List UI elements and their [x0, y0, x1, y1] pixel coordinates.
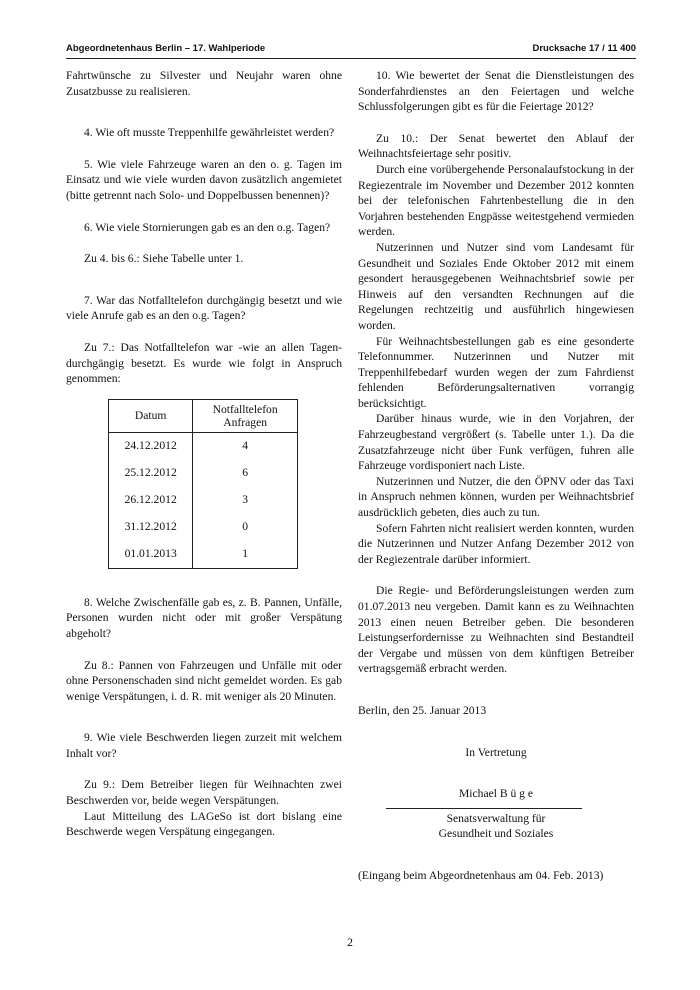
- table-cell-count: 0: [242, 520, 249, 534]
- authority-line-2: Gesundheit und Soziales: [438, 827, 554, 841]
- table-cell-date: 26.12.2012: [109, 487, 193, 514]
- signer-name: Michael B ü g e: [458, 787, 534, 801]
- answer-8: Zu 8.: Pannen von Fahrzeugen und Unfälle mit oder ohne Personenschaden sind nicht gemeldet worden. Es gab wenige Verspätungen, i. d. R. mit weniger als 20 Minuten.: [66, 658, 342, 703]
- table-cell-date: 01.01.2013: [109, 541, 193, 569]
- table-cell-date: 24.12.2012: [109, 432, 193, 460]
- continued-paragraph: Fahrtwünsche zu Silvester und Neujahr waren ohne Zusatzbusse zu realisieren.: [66, 69, 342, 98]
- question-4: 4. Wie oft musste Treppenhilfe gewährleistet werden?: [84, 126, 335, 140]
- table-header-date: Datum: [109, 399, 193, 432]
- answer-9-part2: Laut Mitteilung des LAGeSo ist dort bislang eine Beschwerde wegen Verspätung eingegangen.: [66, 809, 342, 839]
- answer-10-notification: Sofern Fahrten nicht realisiert werden konnten, wurden die Nutzerinnen und Nutzer Anfang Dezember 2012 von der Regiezentrale darüber informiert.: [358, 521, 634, 566]
- table-header-requests-line2: Anfragen: [223, 415, 268, 429]
- answer-7: Zu 7.: Das Notfalltelefon war -wie an allen Tagen- durchgängig besetzt. Es wurde wie folgt in Anspruch genommen:: [66, 340, 342, 386]
- emergency-phone-table: [108, 399, 298, 569]
- in-vertretung: In Vertretung: [465, 745, 527, 759]
- table-header-requests: [193, 399, 298, 432]
- table-cell-count: 3: [242, 493, 249, 507]
- table-row: [109, 432, 298, 460]
- right-column: [358, 68, 634, 884]
- table-cell-count: 6: [242, 466, 249, 480]
- table-row: [109, 541, 298, 569]
- table-cell-date: 31.12.2012: [109, 514, 193, 541]
- receipt-note: (Eingang beim Abgeordnetenhaus am 04. Feb. 2013): [358, 868, 604, 882]
- answer-10-phone-number: Für Weihnachtsbestellungen gab es eine gesonderte Telefonnummer. Nutzerinnen und Nutzer mit Treppenhilfebedarf wurden wegen der zum Fahrdienst fehlenden Beförderungsalternativen vorrangig berücksichtigt.: [358, 334, 634, 410]
- authority-line-1: Senatsverwaltung für: [446, 811, 546, 825]
- table-header-requests-line1: Notfalltelefon: [212, 402, 278, 416]
- question-10: 10. Wie bewertet der Senat die Dienstleistungen des Sonderfahrdienstes an den Feiertagen und welche Schlussfolgerungen gibt es für die Feiertage 2012?: [358, 69, 634, 114]
- answer-4-6: Zu 4. bis 6.: Siehe Tabelle unter 1.: [84, 252, 244, 266]
- answer-10-tender: Die Regie- und Beförderungsleistungen werden zum 01.07.2013 neu vergeben. Damit kann es zu Weihnachten 2013 einen neuen Betreiber geben. Die besonderen Leistungserfordernisse zu Weihnachten sind Bestandteil der Vergabe und müssen von dem künftigen Betreiber vertragsgemäß erbracht werden.: [358, 584, 634, 676]
- question-6: 6. Wie viele Stornierungen gab es an den o.g. Tagen?: [84, 220, 331, 234]
- header-document-number: Drucksache 17 / 11 400: [532, 43, 636, 54]
- question-7: 7. War das Notfalltelefon durchgängig besetzt und wie viele Anrufe gab es an den o.g. Tagen?: [66, 293, 342, 323]
- table-row: [109, 487, 298, 514]
- question-9: 9. Wie viele Beschwerden liegen zurzeit mit welchem Inhalt vor?: [66, 731, 342, 760]
- table-cell-count: 1: [242, 547, 249, 561]
- answer-10-public-transport: Nutzerinnen und Nutzer, die den ÖPNV oder das Taxi in Anspruch nehmen können, wurden per Weihnachtsbrief ausdrücklich gebeten, dies auch zu tun.: [358, 474, 634, 520]
- answer-10-christmas-letter: Nutzerinnen und Nutzer sind vom Landesamt für Gesundheit und Soziales Ende Oktober 2012 mit einem gesondert herausgegebenen Weihnachtsbrief sowie per Hinweis auf den versandten Rechnungen auf die Regelungen rechtzeitig und ausführlich hingewiesen worden.: [358, 240, 634, 332]
- table-row: [109, 514, 298, 541]
- place-date: Berlin, den 25. Januar 2013: [358, 703, 487, 717]
- answer-10-fleet: Darüber hinaus wurde, wie in den Vorjahren, der Fahrzeugbestand vergrößert (s. Tabelle unter 1.). Da die Zusatzfahrzeuge nicht über Funk verfügen, fuhren alle Fahrzeuge vordisponiert nach Liste.: [358, 412, 634, 473]
- table-cell-count: 4: [242, 439, 249, 453]
- question-5: 5. Wie viele Fahrzeuge waren an den o. g. Tagen im Einsatz und wie viele wurden davon zusätzlich angemietet (bitte getrennt nach Solo- und Doppelbussen benennen)?: [66, 157, 342, 202]
- left-column: [66, 68, 342, 840]
- question-8: 8. Welche Zwischenfälle gab es, z. B. Pannen, Unfälle, Personen wurden nicht oder mit großer Verspätung abgeholt?: [66, 595, 342, 640]
- header-parliament: Abgeordnetenhaus Berlin – 17. Wahlperiode: [66, 43, 266, 54]
- answer-10-staffing: Durch eine vorübergehende Personalaufstockung in der Regiezentrale im November und Dezember 2012 konnten bei der telefonischen Fahrtenbestellung die in den Vorjahren bestehenden Engpässe weitestgehend vermieden werden.: [358, 162, 634, 239]
- table-cell-date: 25.12.2012: [109, 460, 193, 487]
- table-row: [109, 460, 298, 487]
- answer-9-part1: Zu 9.: Dem Betreiber liegen für Weihnachten zwei Beschwerden vor, beide wegen Verspätungen.: [66, 778, 342, 808]
- page-number: 2: [347, 935, 353, 949]
- page-header: [66, 40, 636, 59]
- answer-10-intro: Zu 10.: Der Senat bewertet den Ablauf der Weihnachtsfeiertage sehr positiv.: [358, 131, 634, 161]
